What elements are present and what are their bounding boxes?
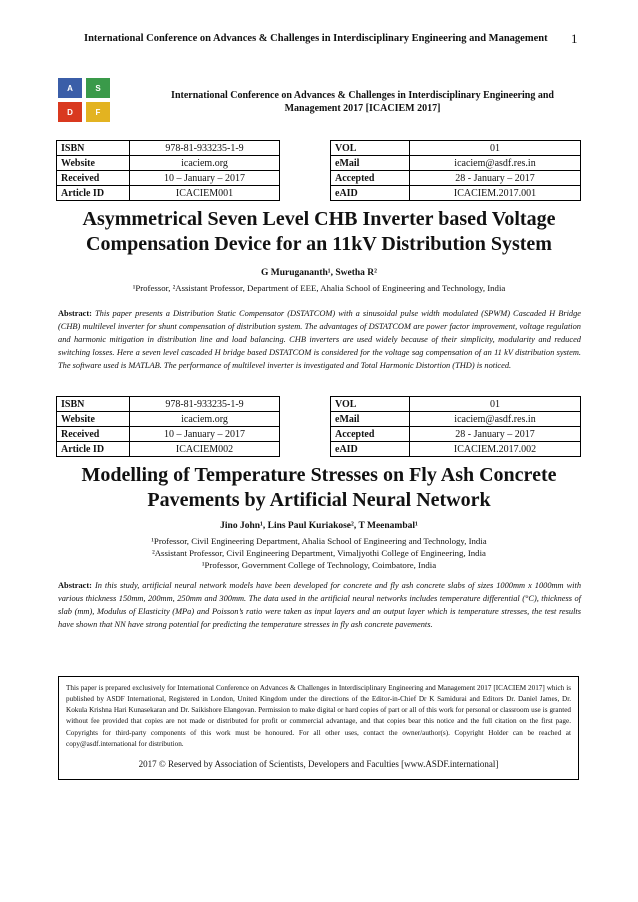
- meta-key: eMail: [331, 412, 410, 427]
- asdf-logo: [58, 78, 112, 124]
- abstract-text: In this study, artificial neural network models have been developed for concrete and fly ash concrete slabs of sizes 1000mm x 1000mm with various thickness 150mm, 200mm, 250mm and 300mm. The data used in the artificial neural networks includes temperature differential (°C), thickness of slab (mm), Modulus of Elasticity (MPa) and Poisson’s ratio were taken as input layers and an output layer which is temperature stresses, the test results have shown that NN have strong potential for predicting the temperature stresses in fly ash concrete pavements.: [58, 581, 582, 630]
- running-header: International Conference on Advances & Challenges in Interdisciplinary Engineering and Management: [84, 33, 548, 44]
- affiliation-line: ¹Professor, ²Assistant Professor, Department of EEE, Ahalia School of Engineering and Technology, India: [132, 283, 506, 293]
- meta-key: VOL: [331, 141, 410, 156]
- affiliation-line: ¹Professor, Civil Engineering Department, Ahalia School of Engineering and Technology, India: [151, 536, 487, 546]
- paper2-title: [40, 463, 598, 513]
- meta-value: 10 – January – 2017: [130, 171, 280, 186]
- conference-title-line1: International Conference on Advances & Challenges in Interdisciplinary Engineering and: [171, 90, 554, 101]
- paper2-meta-right: [330, 396, 581, 457]
- abstract-label: Abstract:: [58, 309, 92, 318]
- meta-key: Accepted: [331, 171, 410, 186]
- meta-key: eAID: [331, 186, 410, 201]
- meta-value: icaciem.org: [130, 156, 280, 171]
- copyright-line: 2017 © Reserved by Association of Scientists, Developers and Faculties [www.ASDF.international]: [138, 758, 499, 769]
- meta-key: ISBN: [57, 397, 130, 412]
- meta-value: ICACIEM001: [130, 186, 280, 201]
- meta-key: Article ID: [57, 186, 130, 201]
- meta-value: 01: [410, 141, 581, 156]
- meta-key: eMail: [331, 156, 410, 171]
- meta-value: ICACIEM.2017.002: [410, 442, 581, 457]
- meta-value: ICACIEM.2017.001: [410, 186, 581, 201]
- paper2-abstract: [58, 579, 581, 631]
- meta-key: Article ID: [57, 442, 130, 457]
- meta-key: eAID: [331, 442, 410, 457]
- copyright-notice-box: [58, 676, 579, 780]
- paper1-meta-left: [56, 140, 280, 201]
- meta-value: 01: [410, 397, 581, 412]
- logo-cell-s: S: [86, 78, 110, 98]
- meta-key: Accepted: [331, 427, 410, 442]
- paper2-meta-left: [56, 396, 280, 457]
- logo-cell-a: A: [58, 78, 82, 98]
- meta-key: Received: [57, 171, 130, 186]
- meta-value: 10 – January – 2017: [130, 427, 280, 442]
- paper1-meta-right: [330, 140, 581, 201]
- paper2-affiliations: [40, 536, 598, 572]
- meta-value: 28 - January – 2017: [410, 427, 581, 442]
- logo-cell-d: D: [58, 102, 82, 122]
- paper2-title-line2: Pavements by Artificial Neural Network: [147, 489, 491, 511]
- conference-title: [150, 90, 575, 115]
- meta-key: Received: [57, 427, 130, 442]
- affiliation-line: ¹Professor, Government College of Technology, Coimbatore, India: [201, 559, 437, 570]
- paper1-title-line1: Asymmetrical Seven Level CHB Inverter based Voltage: [82, 208, 556, 230]
- meta-value: 28 - January – 2017: [410, 171, 581, 186]
- page-number: 1: [571, 31, 578, 46]
- meta-key: VOL: [331, 397, 410, 412]
- paper1-title: [40, 207, 598, 257]
- notice-text: This paper is prepared exclusively for International Conference on Advances & Challenges in Interdisciplinary Engineering and Management 2017 [ICACIEM 2017] which is published by ASDF International, Registered in London, United Kingdom under the directions of the Editor-in-Chief Dr K Samidurai and Editors Dr. Daniel James, Dr. Kokula Krishna Hari Kunasekaran and Dr. Saikishore Elangovan. Permission to make digital or hard copies of part or all of this work for personal or classroom use is granted without fee provided that copies are not made or distributed for profit or commercial advantage, and that copies bear this notice and the full citation on the first page. Copyrights for third-party components of this work must be honoured. For all other uses, contact the owner/author(s). Copyright Holder can be reached at copy@asdf.international for distribution.: [66, 684, 571, 748]
- paper2-authors: Jino John¹, Lins Paul Kuriakose², T Meenambal¹: [220, 521, 418, 531]
- paper1-authors: G Murugananth¹, Swetha R²: [260, 268, 378, 278]
- abstract-text: This paper presents a Distribution Static Compensator (DSTATCOM) with a sinusoidal pulse width modulated (SPWM) Cascaded H Bridge (CHB) multilevel inverter for shunt compensation of distribution system. The advantages of DSTATCOM are power factor improvement, voltage regulation and harmonic mitigation in distribution line and load balancing. CHB inverters are used widely because of their simplicity, modularity and reduced switching losses. Here a seven level cascaded H bridge based DSTATCOM is considered for the voltage sag compensation of an 11 kV distribution system. The software used is MATLAB. The performance of multilevel inverter is investigated and Total Harmonic Distortion (THD) is noticed.: [58, 309, 581, 371]
- meta-value: icaciem.org: [130, 412, 280, 427]
- paper1-affiliations: [40, 283, 598, 295]
- meta-key: Website: [57, 412, 130, 427]
- abstract-label: Abstract:: [58, 581, 92, 590]
- meta-value: 978-81-933235-1-9: [130, 397, 280, 412]
- paper1-title-line2: Compensation Device for an 11kV Distribution System: [86, 233, 552, 255]
- meta-value: 978-81-933235-1-9: [130, 141, 280, 156]
- affiliation-line: ²Assistant Professor, Civil Engineering Department, Vimaljyothi College of Engineering, India: [152, 547, 486, 558]
- paper2-title-line1: Modelling of Temperature Stresses on Fly Ash Concrete: [81, 464, 557, 486]
- meta-value: icaciem@asdf.res.in: [410, 156, 581, 171]
- meta-key: ISBN: [57, 141, 130, 156]
- meta-key: Website: [57, 156, 130, 171]
- meta-value: ICACIEM002: [130, 442, 280, 457]
- paper1-abstract: [58, 307, 581, 372]
- conference-title-line2: Management 2017 [ICACIEM 2017]: [284, 102, 441, 114]
- logo-cell-f: F: [86, 102, 110, 122]
- meta-value: icaciem@asdf.res.in: [410, 412, 581, 427]
